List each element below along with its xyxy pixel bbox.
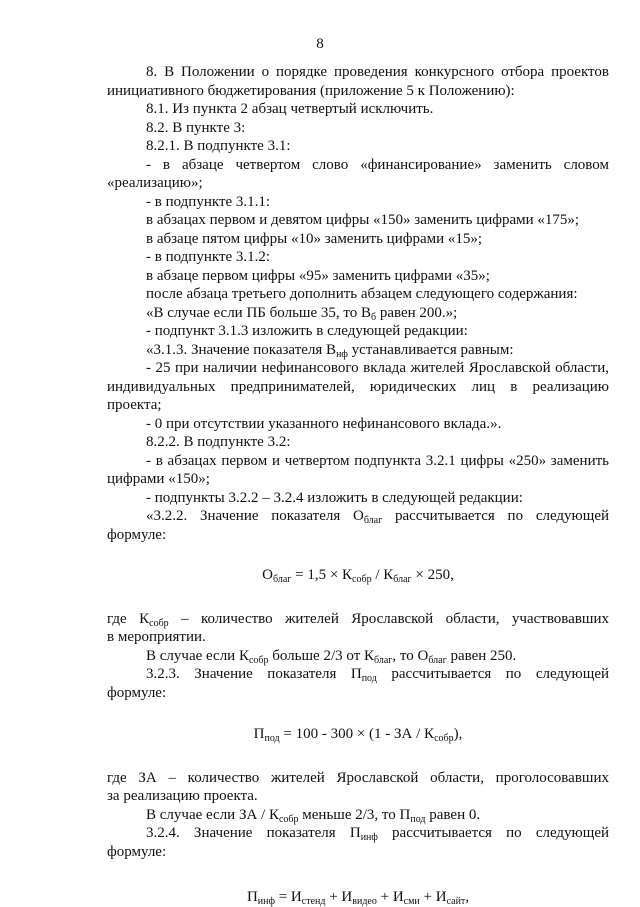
paragraph bbox=[107, 647, 609, 666]
paragraph: 8.2. В пункте 3: bbox=[146, 119, 246, 136]
subscript: стенд bbox=[301, 896, 326, 907]
subscript: собр bbox=[434, 733, 454, 744]
subscript: под bbox=[361, 673, 377, 684]
text-run: = 100 - 300 × (1 - ЗА / К bbox=[279, 726, 435, 742]
paragraph: - 25 при наличии нефинансового вклада жителей Ярославской области, bbox=[146, 360, 609, 376]
subscript: под bbox=[264, 733, 280, 744]
subscript: сайт bbox=[446, 896, 466, 907]
text-run: рассчитывается по следующей bbox=[382, 508, 609, 524]
paragraph: «реализацию»; bbox=[107, 175, 203, 191]
subscript: нф bbox=[336, 348, 348, 360]
paragraph: - в подпункте 3.1.1: bbox=[146, 193, 271, 210]
paragraph: 8.1. Из пункта 2 абзац четвертый исключить. bbox=[146, 101, 434, 117]
paragraph: формуле: bbox=[107, 843, 167, 860]
text-run: рассчитывается по следующей bbox=[376, 666, 609, 682]
subscript: сми bbox=[403, 896, 420, 907]
paragraph: формуле: bbox=[107, 526, 167, 543]
paragraph bbox=[107, 824, 609, 843]
paragraph: - подпункт 3.1.3 изложить в следующей редакции: bbox=[146, 323, 468, 339]
text-run: , bbox=[465, 889, 470, 905]
text-run: равен 250. bbox=[446, 647, 517, 664]
paragraph: - 0 при отсутствии указанного нефинансового вклада.». bbox=[146, 415, 502, 432]
paragraph bbox=[107, 610, 609, 629]
text-run: «В случае если ПБ больше 35, то В bbox=[146, 304, 371, 321]
subscript: б bbox=[371, 311, 377, 323]
text-run: ), bbox=[453, 726, 463, 742]
text-run: = 1,5 × К bbox=[291, 567, 353, 583]
subscript: благ bbox=[393, 574, 412, 585]
paragraph: - в абзаце четвертом слово «финансирование» заменить словом bbox=[146, 156, 609, 173]
paragraph: 8. В Положении о порядке проведения конкурсного отбора проектов bbox=[146, 64, 609, 80]
text-run: равен 0. bbox=[425, 806, 481, 823]
subscript: инф bbox=[360, 832, 378, 843]
subscript: благ bbox=[363, 515, 383, 526]
paragraph: - в подпункте 3.1.2: bbox=[146, 249, 271, 265]
paragraph: где ЗА – количество жителей Ярославской области, проголосовавших bbox=[107, 769, 609, 786]
text-run: рассчитывается по следующей bbox=[377, 825, 609, 841]
formula bbox=[107, 888, 609, 907]
paragraph: в абзаце первом цифры «95» заменить цифрами «35»; bbox=[146, 267, 490, 284]
subscript: инф bbox=[257, 896, 275, 907]
paragraph: в мероприятии. bbox=[107, 629, 206, 645]
paragraph: после абзаца третьего дополнить абзацем следующего содержания: bbox=[146, 286, 578, 302]
text-run: меньше 2/3, то П bbox=[298, 806, 411, 823]
paragraph: формуле: bbox=[107, 684, 167, 701]
text-run: П bbox=[246, 889, 258, 905]
subscript: видео bbox=[352, 896, 377, 907]
paragraph bbox=[107, 806, 609, 825]
subscript: собр bbox=[352, 574, 372, 585]
subscript: собр bbox=[278, 813, 299, 825]
paragraph bbox=[107, 507, 609, 526]
text-run: – количество жителей Ярославской области, участвовавших bbox=[168, 610, 610, 627]
text-run: где К bbox=[107, 610, 150, 627]
formula bbox=[107, 566, 609, 585]
paragraph: проекта; bbox=[107, 397, 162, 413]
text-run: = И bbox=[274, 889, 302, 905]
paragraph: - подпункты 3.2.2 – 3.2.4 изложить в следующей редакции: bbox=[146, 489, 523, 506]
paragraph: за реализацию проекта. bbox=[107, 788, 258, 804]
text-run: / К bbox=[371, 567, 394, 583]
text-run: 3.2.3. Значение показателя П bbox=[146, 666, 362, 682]
text-run: В случае если ЗА / К bbox=[146, 806, 279, 823]
text-run: равен 200.»; bbox=[376, 304, 458, 321]
paragraph: индивидуальных предпринимателей, юридических лиц в реализацию bbox=[107, 378, 609, 395]
subscript: благ bbox=[428, 654, 447, 666]
paragraph bbox=[107, 304, 609, 323]
text-run: , то О bbox=[392, 647, 429, 664]
subscript: собр bbox=[149, 617, 169, 629]
text-run: + И bbox=[376, 889, 404, 905]
text-run: «3.2.2. Значение показателя О bbox=[146, 508, 364, 524]
subscript: под bbox=[410, 813, 426, 825]
paragraph bbox=[107, 665, 609, 684]
text-run: устанавливается равным: bbox=[347, 341, 514, 358]
paragraph: - в абзацах первом и четвертом подпункта 3.2.1 цифры «250» заменить bbox=[146, 452, 609, 469]
formula bbox=[107, 725, 609, 744]
document-body bbox=[107, 63, 609, 907]
text-run: В случае если К bbox=[146, 647, 249, 664]
paragraph: инициативного бюджетирования (приложение 5 к Положению): bbox=[107, 82, 515, 99]
text-run: П bbox=[253, 726, 265, 742]
paragraph: 8.2.1. В подпункте 3.1: bbox=[146, 138, 291, 154]
text-run: «3.1.3. Значение показателя В bbox=[146, 341, 337, 358]
paragraph: цифрами «150»; bbox=[107, 471, 210, 487]
subscript: благ bbox=[272, 574, 292, 585]
text-run: О bbox=[262, 567, 273, 583]
subscript: благ bbox=[374, 654, 393, 666]
paragraph: в абзацах первом и девятом цифры «150» заменить цифрами «175»; bbox=[146, 212, 580, 228]
text-run: × 250, bbox=[411, 567, 454, 583]
paragraph bbox=[107, 341, 609, 360]
paragraph: в абзаце пятом цифры «10» заменить цифрами «15»; bbox=[146, 230, 483, 247]
text-run: 3.2.4. Значение показателя П bbox=[146, 825, 361, 841]
text-run: + И bbox=[419, 889, 447, 905]
paragraph: 8.2.2. В подпункте 3.2: bbox=[146, 434, 291, 450]
subscript: собр bbox=[248, 654, 269, 666]
text-run: + И bbox=[325, 889, 353, 905]
page-number: 8 bbox=[316, 36, 324, 52]
text-run: больше 2/3 от К bbox=[268, 647, 374, 664]
